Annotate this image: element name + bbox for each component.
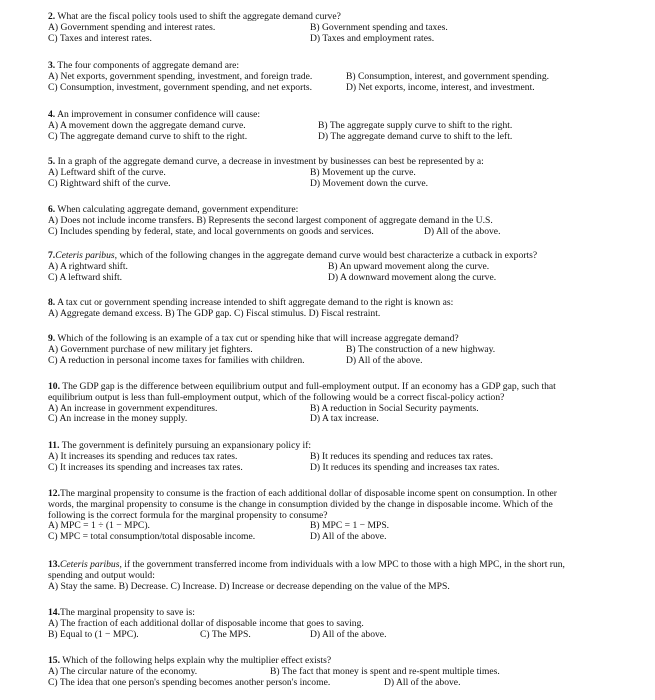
question-text-line-2: equilibrium output is less than full-employment output, which of the following would be a correct fiscal-policy action?	[48, 391, 505, 403]
question-italic-text: Ceteris paribus	[55, 250, 115, 261]
question-number: 6.	[48, 204, 56, 215]
option-c: C) An increase in the money supply.	[48, 413, 188, 425]
option-a: A) Government spending and interest rates.	[48, 21, 216, 33]
question-14	[48, 608, 608, 640]
option-b: B) The aggregate supply curve to shift to the right.	[318, 119, 513, 131]
option-a: A) MPC = 1 ÷ (1 − MPC).	[48, 520, 150, 532]
question-number: 7.	[48, 250, 56, 261]
option-c: C) Taxes and interest rates.	[48, 32, 152, 44]
option-a-b: A) Does not include income transfers. B) Represents the second largest component of aggregate demand in the U.S.	[48, 214, 493, 226]
option-c: C) The aggregate demand curve to shift to the right.	[48, 130, 248, 142]
question-8	[48, 298, 608, 320]
question-text: , if the government transferred income from individuals with a low MPC to those with a high MPC, in the short run,	[119, 559, 565, 570]
question-15	[48, 656, 608, 688]
option-b: B) Government spending and taxes.	[310, 21, 448, 33]
question-text: When calculating aggregate demand, government expenditure:	[55, 204, 299, 215]
question-text: A tax cut or government spending increase intended to shift aggregate demand to the right is known as:	[55, 297, 454, 308]
option-c: C) The idea that one person's spending becomes another person's income.	[48, 676, 331, 688]
option-a: A) The circular nature of the economy.	[48, 665, 198, 677]
question-text: The marginal propensity to consume is the fraction of each additional dollar of disposable income spent on consumption. In other	[60, 488, 557, 499]
option-d: D) A tax increase.	[310, 413, 379, 425]
option-d: D) All of the above.	[310, 531, 387, 543]
question-number: 9.	[48, 333, 56, 344]
question-text-line-3: following is the correct formula for the marginal propensity to consume?	[48, 509, 328, 521]
question-text: The marginal propensity to save is:	[60, 607, 195, 618]
option-b: B) Movement up the curve.	[310, 166, 416, 178]
question-9	[48, 334, 608, 366]
question-6	[48, 205, 608, 237]
question-number: 14.	[48, 607, 60, 618]
option-d: D) All of the above.	[346, 354, 423, 366]
question-number: 2.	[48, 11, 56, 22]
question-text: In a graph of the aggregate demand curve, a decrease in investment by businesses can best be represented by a:	[55, 156, 484, 167]
option-d: D) All of the above.	[384, 676, 461, 688]
option-a: A) It increases its spending and reduces tax rates.	[48, 450, 238, 462]
option-c: C) The MPS.	[200, 628, 251, 640]
option-b: B) The construction of a new highway.	[346, 343, 496, 355]
option-d: D) Movement down the curve.	[310, 177, 429, 189]
question-text: The GDP gap is the difference between equilibrium output and full-employment output. If an economy has a GDP gap, such that	[60, 381, 556, 392]
question-number: 4.	[48, 109, 56, 120]
question-text-line-2: words, the marginal propensity to consume is the change in consumption divided by the change in disposable income. Which of the	[48, 498, 553, 510]
option-b: B) Equal to (1 − MPC).	[48, 628, 139, 640]
question-text: An improvement in consumer confidence will cause:	[55, 109, 261, 120]
option-d: D) The aggregate demand curve to shift to the left.	[318, 130, 513, 142]
option-b: B) Consumption, interest, and government spending.	[346, 70, 550, 82]
question-text: Which of the following is an example of a tax cut or spending hike that will increase aggregate demand?	[55, 333, 459, 344]
question-3	[48, 61, 608, 93]
question-13	[48, 560, 608, 592]
option-a: A) An increase in government expenditures.	[48, 402, 218, 414]
question-number: 10.	[48, 381, 60, 392]
question-4	[48, 110, 608, 142]
question-number: 8.	[48, 297, 56, 308]
option-a: A) Leftward shift of the curve.	[48, 166, 166, 178]
question-7	[48, 251, 608, 283]
question-number: 12.	[48, 488, 60, 499]
question-11	[48, 441, 608, 473]
question-number: 15.	[48, 655, 60, 666]
option-c: C) Consumption, investment, government spending, and net exports.	[48, 81, 313, 93]
option-b: B) A reduction in Social Security payments.	[310, 402, 479, 414]
option-c: C) It increases its spending and increases tax rates.	[48, 461, 243, 473]
question-12	[48, 489, 608, 543]
option-c: C) A leftward shift.	[48, 271, 123, 283]
option-b: B) An upward movement along the curve.	[328, 260, 490, 272]
question-text: What are the fiscal policy tools used to shift the aggregate demand curve?	[55, 11, 341, 22]
question-5	[48, 157, 608, 189]
question-number: 11.	[48, 440, 60, 451]
question-text: The four components of aggregate demand are:	[55, 60, 240, 71]
question-text: Which of the following helps explain why the multiplier effect exists?	[60, 655, 332, 666]
option-a: A) The fraction of each additional dollar of disposable income that goes to saving.	[48, 617, 364, 629]
question-number: 5.	[48, 156, 56, 167]
option-c: C) MPC = total consumption/total disposable income.	[48, 531, 256, 543]
option-d: D) All of the above.	[424, 225, 501, 237]
option-d: D) Taxes and employment rates.	[310, 32, 435, 44]
option-a: A) A rightward shift.	[48, 260, 128, 272]
option-b: B) It reduces its spending and reduces tax rates.	[310, 450, 494, 462]
question-text-line-2: spending and output would:	[48, 569, 155, 581]
option-d: D) Net exports, income, interest, and investment.	[346, 81, 535, 93]
option-a: A) Net exports, government spending, investment, and foreign trade.	[48, 70, 313, 82]
question-2	[48, 12, 608, 44]
option-a: A) A movement down the aggregate demand curve.	[48, 119, 246, 131]
option-d: D) It reduces its spending and increases tax rates.	[310, 461, 500, 473]
option-d: D) All of the above.	[310, 628, 387, 640]
question-number: 13.	[48, 559, 60, 570]
option-c: C) Includes spending by federal, state, and local governments on goods and services.	[48, 225, 374, 237]
question-italic-text: Ceteris paribus	[60, 559, 120, 570]
question-text: The government is definitely pursuing an expansionary policy if:	[59, 440, 312, 451]
question-number: 3.	[48, 60, 56, 71]
option-d: D) A downward movement along the curve.	[328, 271, 497, 283]
option-a: A) Government purchase of new military jet fighters.	[48, 343, 253, 355]
option-b: B) The fact that money is spent and re-spent multiple times.	[270, 665, 500, 677]
option-b: B) MPC = 1 − MPS.	[310, 520, 390, 532]
option-c: C) A reduction in personal income taxes for families with children.	[48, 354, 305, 366]
option-c: C) Rightward shift of the curve.	[48, 177, 171, 189]
question-10	[48, 382, 608, 425]
options-line: A) Stay the same. B) Decrease. C) Increase. D) Increase or decrease depending on the value of the MPS.	[48, 580, 450, 592]
options-line: A) Aggregate demand excess. B) The GDP gap. C) Fiscal stimulus. D) Fiscal restraint.	[48, 307, 381, 319]
question-text: , which of the following changes in the aggregate demand curve would best characterize a cutback in exports?	[114, 250, 538, 261]
